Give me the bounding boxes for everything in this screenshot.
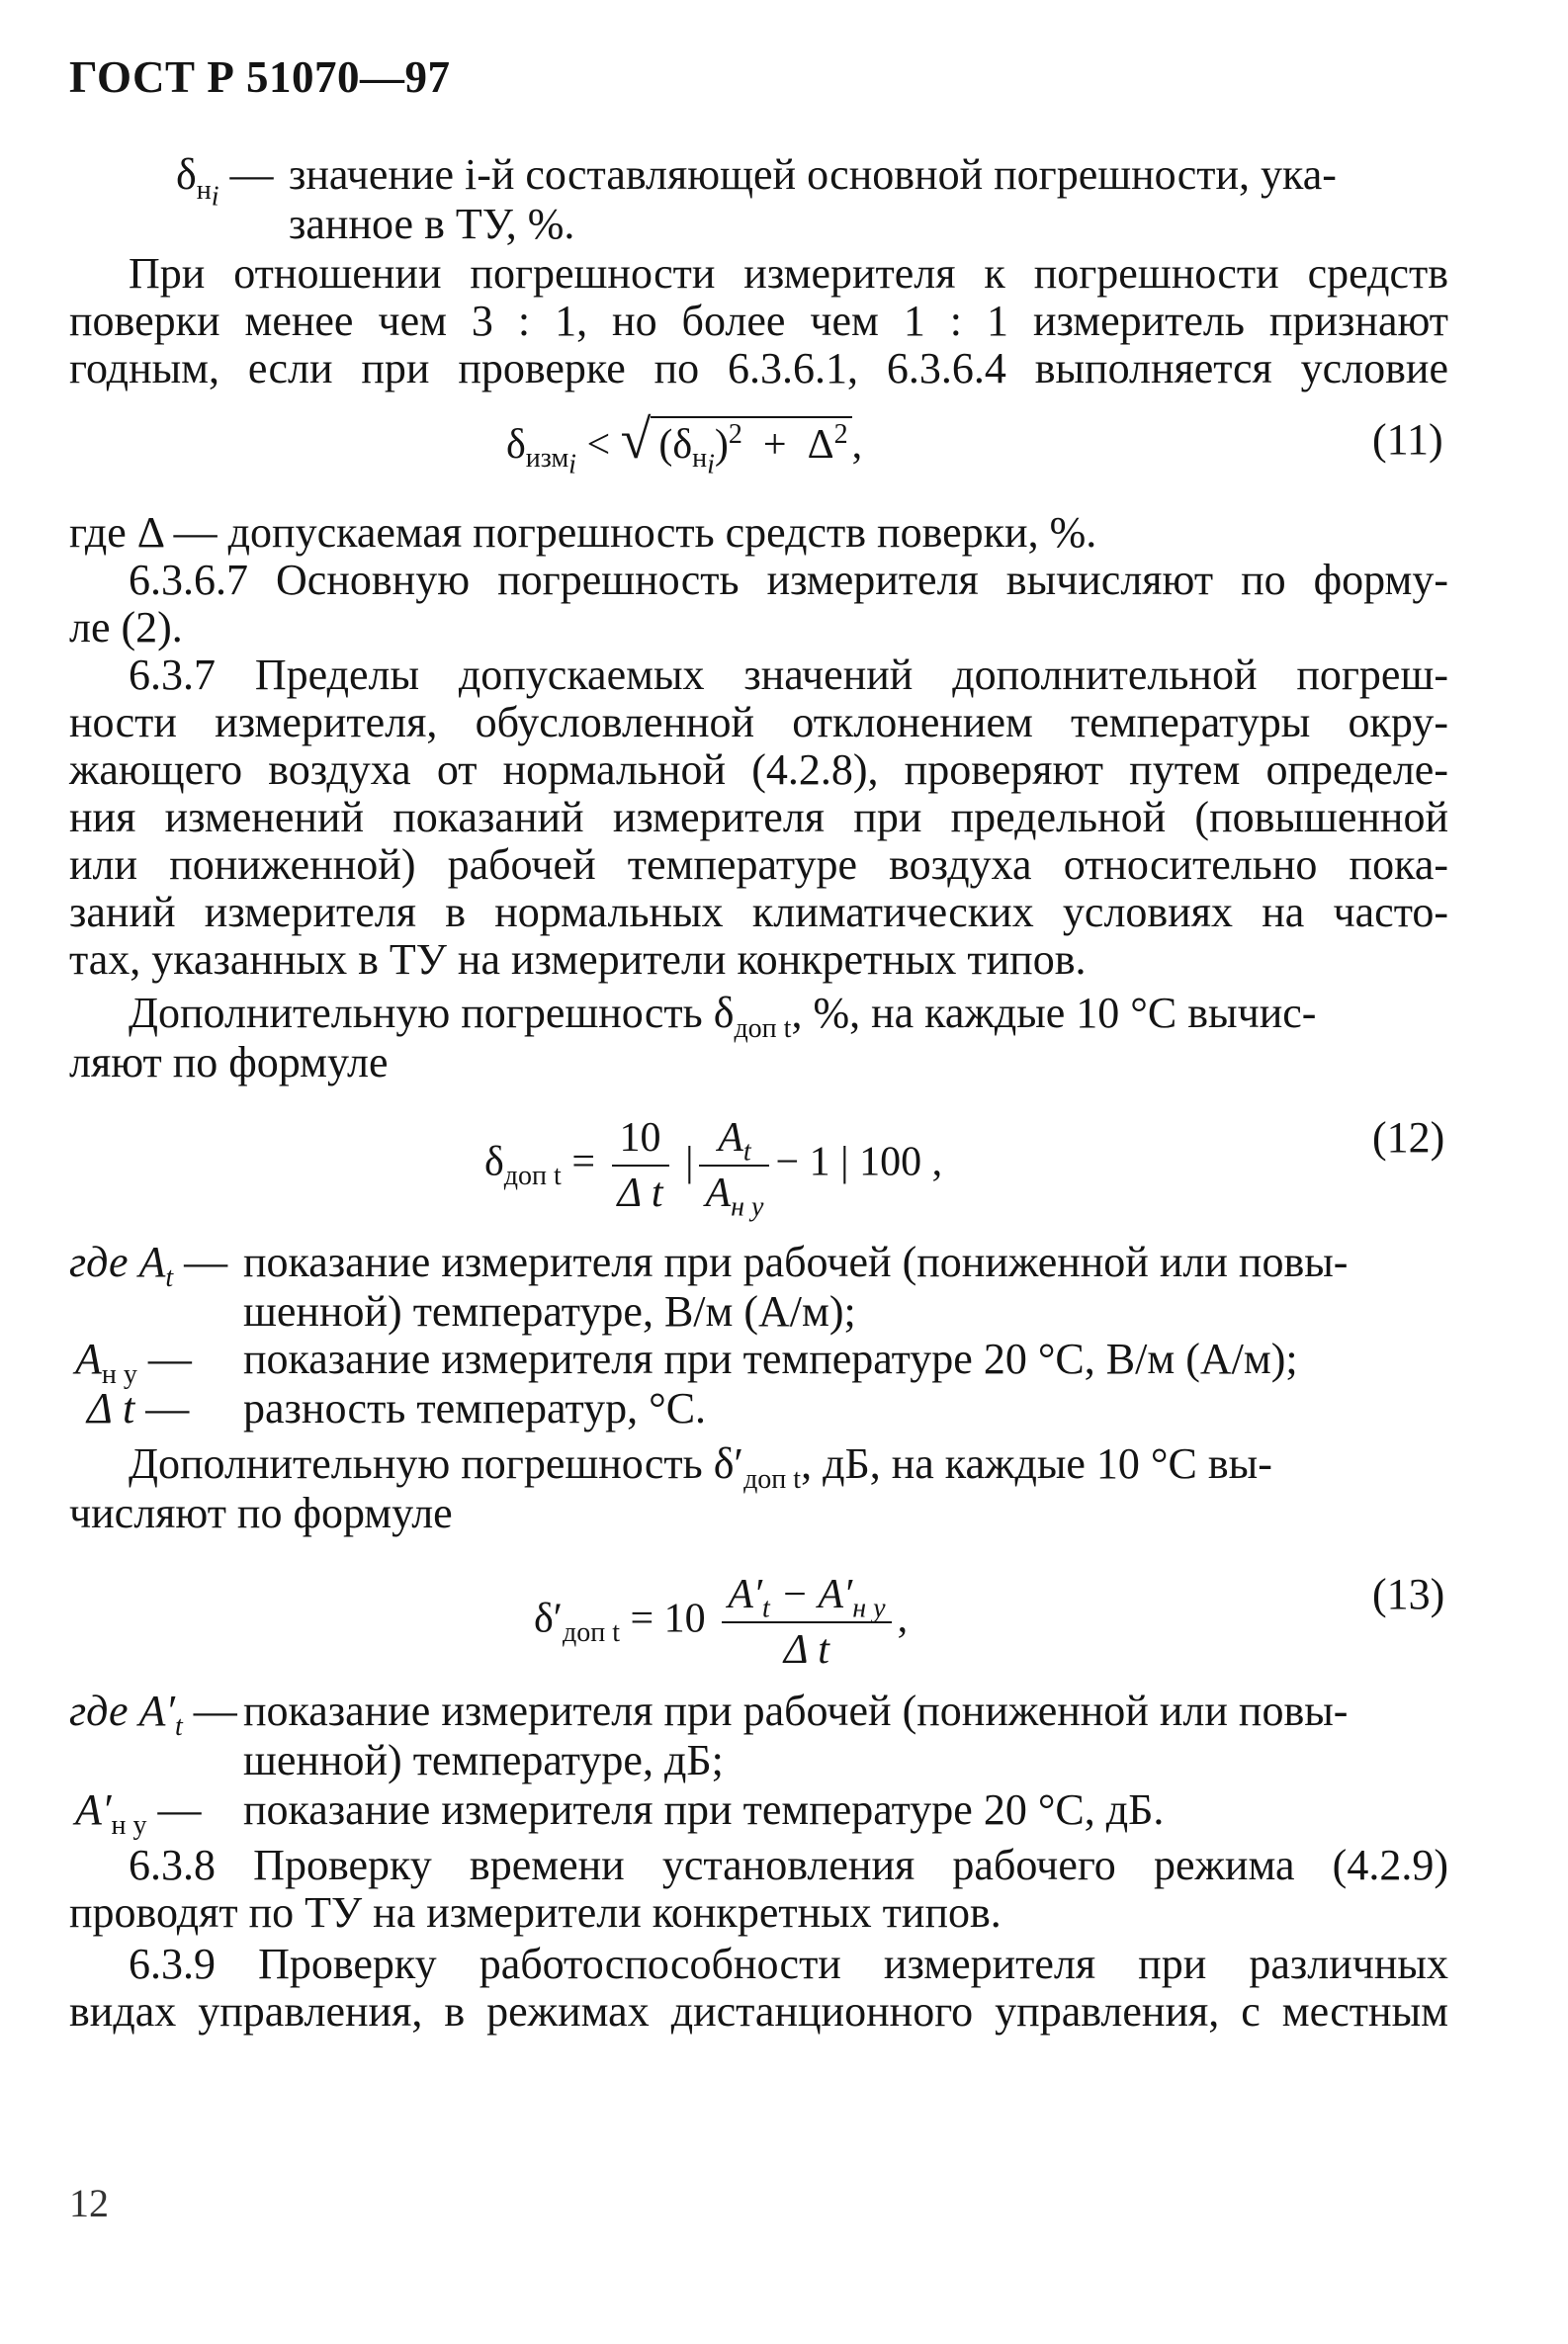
equation-12: $\delta_{доп t}$ = $\frac{10}{\text{Δ t}}$ | $\frac{A_t}{A_{н у}}$ − 1 | 100 , [484, 1115, 943, 1223]
equation-13: $\delta'_{доп t} = 10$ $\frac{A'_t - A'_{н у}}{\text{Δ t}}$ , [534, 1572, 909, 1673]
def12-row-1-text: показание измерителя при рабочей (пониженной или повы- [243, 1238, 1349, 1286]
para1-line-2: поверки менее чем 3 : 1, но более чем 1 : 1 измеритель признают [69, 297, 1448, 345]
def13-row-2-text: шенной) температуре, дБ; [243, 1736, 724, 1784]
def13-row-3-text: показание измерителя при температуре 20 °С, дБ. [243, 1785, 1165, 1834]
def-delta-n-text-1: значение i-й составляющей основной погрешности, ука- [289, 150, 1337, 199]
page-number: 12 [69, 2181, 109, 2225]
standard-header: ГОСТ Р 51070—97 [69, 52, 451, 102]
para1-line-1: При отношении погрешности измерителя к погрешности средств [129, 249, 1448, 298]
def12-row-3-symbol: $A_{н у}$ — [75, 1335, 192, 1390]
p-dop1-line-2: ляют по формуле [69, 1038, 389, 1086]
p637-line-5: или пониженной) рабочей температуре воздуха относительно пока- [69, 840, 1448, 889]
def12-row-2-text: шенной) температуре, В/м (А/м); [243, 1287, 856, 1336]
equation-13-number: (13) [1372, 1570, 1445, 1618]
p-dop2-line-1: Дополнительную погрешность $\delta'_{доп t}$, дБ, на каждые 10 °С вы- [129, 1439, 1272, 1495]
p-dop2-line-2: числяют по формуле [69, 1489, 453, 1537]
p638-line-2: проводят по ТУ на измерители конкретных типов. [69, 1888, 1002, 1937]
p637-line-4: ния изменений показаний измерителя при предельной (повышенной [69, 793, 1448, 841]
equation-11-number: (11) [1372, 415, 1443, 464]
def12-row-1-symbol: где $A_t$ — [69, 1238, 228, 1293]
def12-row-4-symbol: Δ t — [87, 1384, 190, 1432]
p6367-line-1: 6.3.6.7 Основную погрешность измерителя вычисляют по форму- [129, 556, 1448, 604]
equation-11: $\delta_{изм_i}$ < √ $(\delta_{н_i})^2 + \Delta^2$, [506, 409, 863, 480]
p637-line-1: 6.3.7 Пределы допускаемых значений дополнительной погреш- [129, 651, 1448, 699]
p637-line-7: тах, указанных в ТУ на измерители конкретных типов. [69, 935, 1087, 984]
def12-row-4-text: разность температур, °С. [243, 1384, 707, 1432]
p637-line-3: жающего воздуха от нормальной (4.2.8), проверяют путем определе- [69, 745, 1448, 794]
p639-line-2: видах управления, в режимах дистанционного управления, с местным [69, 1987, 1448, 2036]
p6367-line-2: ле (2). [69, 603, 183, 651]
def13-row-1-symbol: где $A'_t$ — [69, 1687, 237, 1742]
def13-row-3-symbol: $A'_{н у}$ — [75, 1785, 202, 1841]
def-delta-n-text-2: занное в ТУ, %. [289, 200, 575, 248]
p639-line-1: 6.3.9 Проверку работоспособности измерителя при различных [129, 1940, 1448, 1988]
p637-line-2: ности измерителя, обусловленной отклонением температуры окру- [69, 698, 1448, 746]
p-dop1-line-1: Дополнительную погрешность $\delta_{доп t}$, %, на каждые 10 °С вычис- [129, 989, 1317, 1044]
equation-12-number: (12) [1372, 1113, 1445, 1162]
p638-line-1: 6.3.8 Проверку времени установления рабочего режима (4.2.9) [129, 1841, 1448, 1889]
def13-row-1-text: показание измерителя при рабочей (пониженной или повы- [243, 1687, 1349, 1735]
p637-line-6: заний измерителя в нормальных климатических условиях на часто- [69, 888, 1448, 936]
def12-row-3-text: показание измерителя при температуре 20 °С, В/м (А/м); [243, 1335, 1298, 1383]
delta-definition: где Δ — допускаемая погрешность средств поверки, %. [69, 508, 1097, 557]
def-delta-n-symbol: $\delta_{н_i}$ — [176, 150, 274, 213]
para1-line-3: годным, если при проверке по 6.3.6.1, 6.3.6.4 выполняется условие [69, 344, 1448, 392]
